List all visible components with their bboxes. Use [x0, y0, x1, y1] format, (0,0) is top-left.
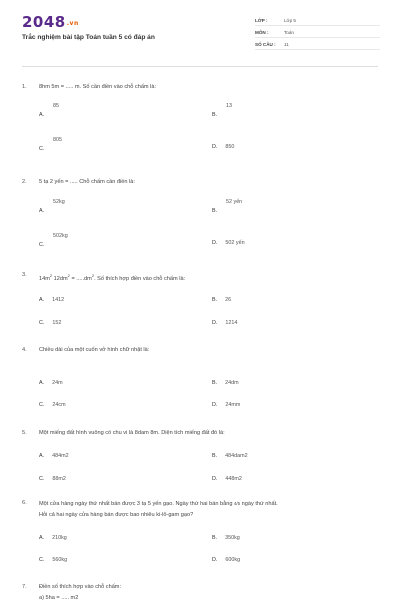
question-text: Chiều dài của một cuốn vở hình chữ nhật là: [39, 347, 150, 353]
question-text [39, 582, 379, 600]
option-value: 850 [225, 144, 235, 150]
option-d[interactable] [212, 557, 240, 563]
question-text [39, 270, 379, 285]
option-d[interactable] [212, 320, 237, 326]
option-b[interactable] [212, 380, 239, 386]
option-value: 24cm [52, 402, 66, 408]
option-value: 24m [52, 380, 63, 386]
meta-key: MÔN : [255, 30, 269, 35]
option-letter: B. [212, 297, 218, 303]
text-part: Điền số thích hợp vào chỗ chấm: [39, 584, 122, 590]
superscript: 2 [91, 273, 95, 278]
option-b[interactable] [212, 297, 231, 303]
option-value: 152 [52, 320, 62, 326]
option-letter: C. [39, 557, 45, 563]
text-part: = .....dm [69, 275, 92, 282]
option-value: 52kg [53, 199, 65, 205]
question-number: 2. [22, 179, 27, 185]
sub-question: a) 5ha = ..... m2 [39, 595, 79, 600]
option-letter: D. [212, 240, 218, 246]
meta-value: Toán [284, 30, 294, 35]
superscript: 2 [49, 273, 53, 278]
option-letter: D. [212, 144, 218, 150]
option-value: 24dm [225, 380, 239, 386]
option-d[interactable] [212, 144, 234, 150]
option-letter: A. [39, 453, 45, 459]
meta-key: LỚP : [255, 18, 268, 23]
option-value: 484dam2 [225, 453, 248, 459]
option-letter: C. [39, 402, 45, 408]
text-part: Hỏi cả hai ngày cửa hàng bán được bao nhiêu ki-lô-gam gạo? [39, 512, 194, 518]
option-d[interactable] [212, 240, 245, 246]
option-value: 600kg [225, 557, 241, 563]
option-a[interactable] [39, 380, 63, 386]
page-title: Trắc nghiệm bài tập Toán tuần 5 có đáp án [22, 34, 155, 41]
option-a[interactable] [39, 535, 67, 541]
option-value: 24mm [225, 402, 241, 408]
option-value: 805 [53, 137, 62, 143]
option-a[interactable] [39, 297, 64, 303]
option-c[interactable] [39, 557, 67, 563]
option-letter: B. [212, 208, 218, 214]
question-number: 7. [22, 584, 27, 590]
question-text: Một miếng đất hình vuông có chu vi là 8dam 8m. Diện tích miếng đất đó là: [39, 430, 225, 436]
question-text [39, 498, 379, 521]
question-number: 4. [22, 347, 27, 353]
option-letter: B. [212, 380, 218, 386]
text-part: 12dm [52, 275, 68, 282]
option-b[interactable] [212, 453, 248, 459]
option-value: 1214 [225, 320, 238, 326]
option-value: 448m2 [225, 476, 242, 482]
option-letter: C. [39, 476, 45, 482]
option-letter: D. [212, 476, 218, 482]
option-letter: A. [39, 208, 45, 214]
option-letter: D. [212, 557, 218, 563]
question-number: 1. [22, 84, 27, 90]
option-letter: B. [212, 453, 218, 459]
option-letter: C. [39, 242, 45, 248]
option-value: 85 [53, 103, 59, 109]
text-part: . Số thích hợp điền vào chỗ chấm là: [94, 275, 186, 282]
question-text: 8hm 5m = ..... m. Số cần điền vào chỗ chấm là: [39, 84, 157, 90]
question-number: 5. [22, 430, 27, 436]
option-letter: B. [212, 112, 218, 118]
meta-value: Lớp 5 [284, 18, 296, 23]
option-value: 560kg [52, 557, 68, 563]
option-letter: D. [212, 402, 218, 408]
option-value: 484m2 [52, 453, 69, 459]
option-value: 1412 [52, 297, 65, 303]
option-letter: C. [39, 320, 45, 326]
option-b[interactable] [212, 535, 240, 541]
option-value: 502kg [53, 233, 68, 239]
option-value: 26 [225, 297, 232, 303]
option-a[interactable] [39, 453, 69, 459]
logo-text: 2048 [22, 13, 66, 31]
option-letter: A. [39, 535, 45, 541]
meta-key: SỐ CÂU : [255, 42, 276, 47]
option-letter: C. [39, 146, 45, 152]
option-value: 350kg [225, 535, 240, 541]
text-part: ngày thứ nhất. [240, 501, 278, 507]
option-letter: D. [212, 320, 218, 326]
fraction: 4/5 [233, 501, 241, 506]
option-value: 52 yến [226, 199, 243, 205]
option-d[interactable] [212, 476, 242, 482]
superscript: 2 [67, 273, 70, 278]
text-part: Một cửa hàng ngày thứ nhất bán được 3 tạ 5 yến gạo. Ngày thứ hai bán bằng [39, 501, 234, 507]
meta-value: 11 [284, 42, 289, 47]
option-value: 210kg [52, 535, 67, 541]
question-text: 5 tạ 2 yến = ..... Chỗ chấm cần điền là: [39, 179, 135, 185]
option-letter: A. [39, 297, 45, 303]
option-letter: A. [39, 380, 45, 386]
option-c[interactable] [39, 402, 66, 408]
text-part: 14m [39, 275, 50, 282]
option-c[interactable] [39, 320, 61, 326]
option-value: 88m2 [52, 476, 66, 482]
question-number: 6. [22, 500, 27, 506]
option-d[interactable] [212, 402, 240, 408]
question-number: 3. [22, 272, 27, 278]
option-letter: A. [39, 112, 45, 118]
option-letter: B. [212, 535, 218, 541]
option-c[interactable] [39, 476, 66, 482]
option-value: 502 yến [225, 240, 245, 246]
logo-suffix: .vn [66, 20, 79, 27]
option-value: 13 [226, 103, 232, 109]
